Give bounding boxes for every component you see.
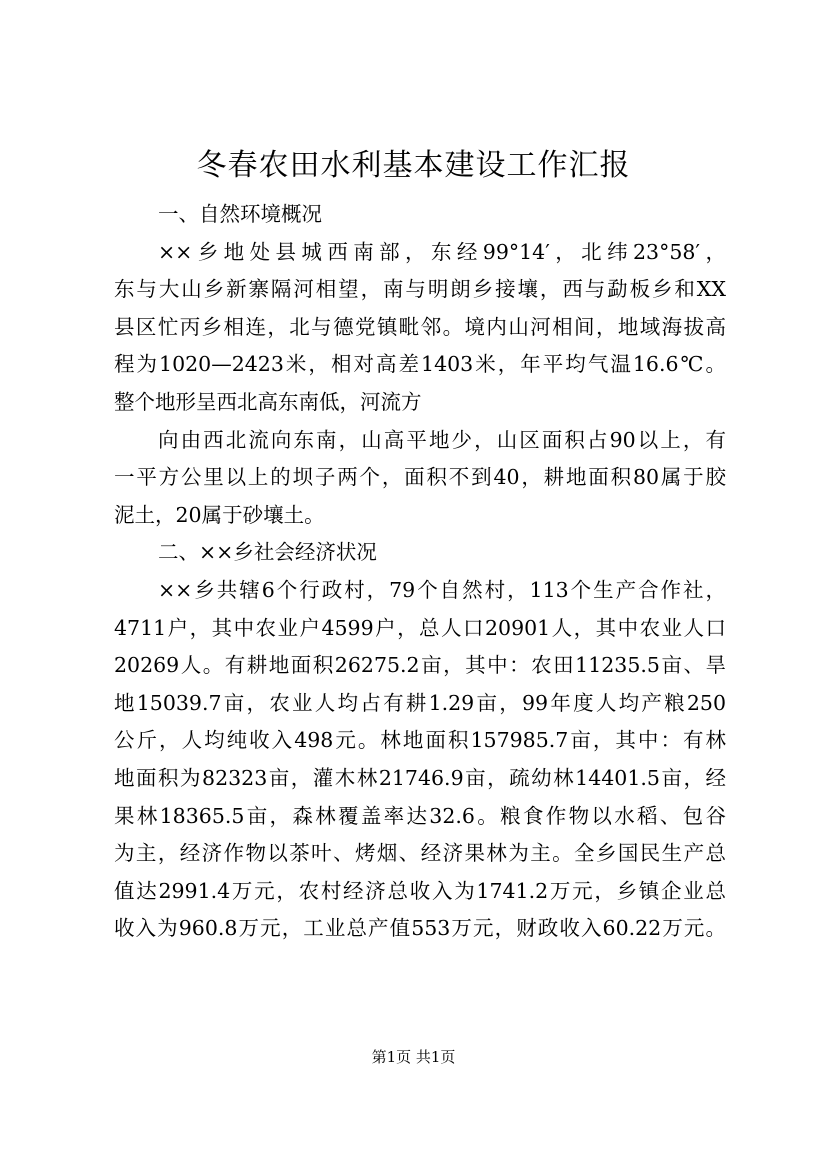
paragraph-line: ××乡共辖6个行政村，79个自然村，113个生产合作社， xyxy=(158,577,726,602)
paragraph-line: 程为1020—2423米，相对高差1403米，年平均气温16.6℃。 xyxy=(114,352,726,377)
page-number-footer: 第1页 共1页 xyxy=(371,1048,456,1066)
paragraph-line: 果林18365.5亩，森林覆盖率达32.6。粮食作物以水稻、包谷 xyxy=(114,803,726,828)
section-heading-natural-environment: 一、自然环境概况 xyxy=(158,202,322,226)
paragraph-line: 向由西北流向东南，山高平地少，山区面积占90以上，有 xyxy=(158,427,726,452)
paragraph-line: 为主，经济作物以茶叶、烤烟、经济果林为主。全乡国民生产总 xyxy=(114,841,726,866)
paragraph-line: 一平方公里以上的坝子两个，面积不到40，耕地面积80属于胶 xyxy=(114,465,726,490)
paragraph-line: 地15039.7亩，农业人均占有耕1.29亩，99年度人均产粮250 xyxy=(114,690,726,715)
document-body xyxy=(114,196,726,948)
paragraph-line: 公斤，人均纯收入498元。林地面积157985.7亩，其中：有林 xyxy=(114,728,726,753)
paragraph-line: 收入为960.8万元，工业总产值553万元，财政收入60.22万元。 xyxy=(114,916,726,941)
section-heading-socioeconomic: 二、××乡社会经济状况 xyxy=(158,540,377,565)
paragraph-line: 东与大山乡新寨隔河相望，南与明朗乡接壤，西与勐板乡和XX xyxy=(114,277,726,302)
paragraph-line: 整个地形呈西北高东南低，河流方 xyxy=(114,389,422,414)
paragraph-line: ××乡地处县城西南部，东经99°14′，北纬23°58′， xyxy=(158,239,726,264)
paragraph-line: 泥土，20属于砂壤土。 xyxy=(114,502,325,527)
paragraph-line: 地面积为82323亩，灌木林21746.9亩，疏幼林14401.5亩，经 xyxy=(114,765,726,790)
paragraph-line: 县区忙丙乡相连，北与德党镇毗邻。境内山河相间，地域海拔高 xyxy=(114,314,726,339)
paragraph-line: 4711户，其中农业户4599户，总人口20901人，其中农业人口 xyxy=(114,615,726,640)
paragraph-line: 20269人。有耕地面积26275.2亩，其中：农田11235.5亩、旱 xyxy=(114,653,726,678)
document-title: 冬春农田水利基本建设工作汇报 xyxy=(196,148,631,183)
paragraph-line: 值达2991.4万元，农村经济总收入为1741.2万元，乡镇企业总 xyxy=(114,878,726,903)
